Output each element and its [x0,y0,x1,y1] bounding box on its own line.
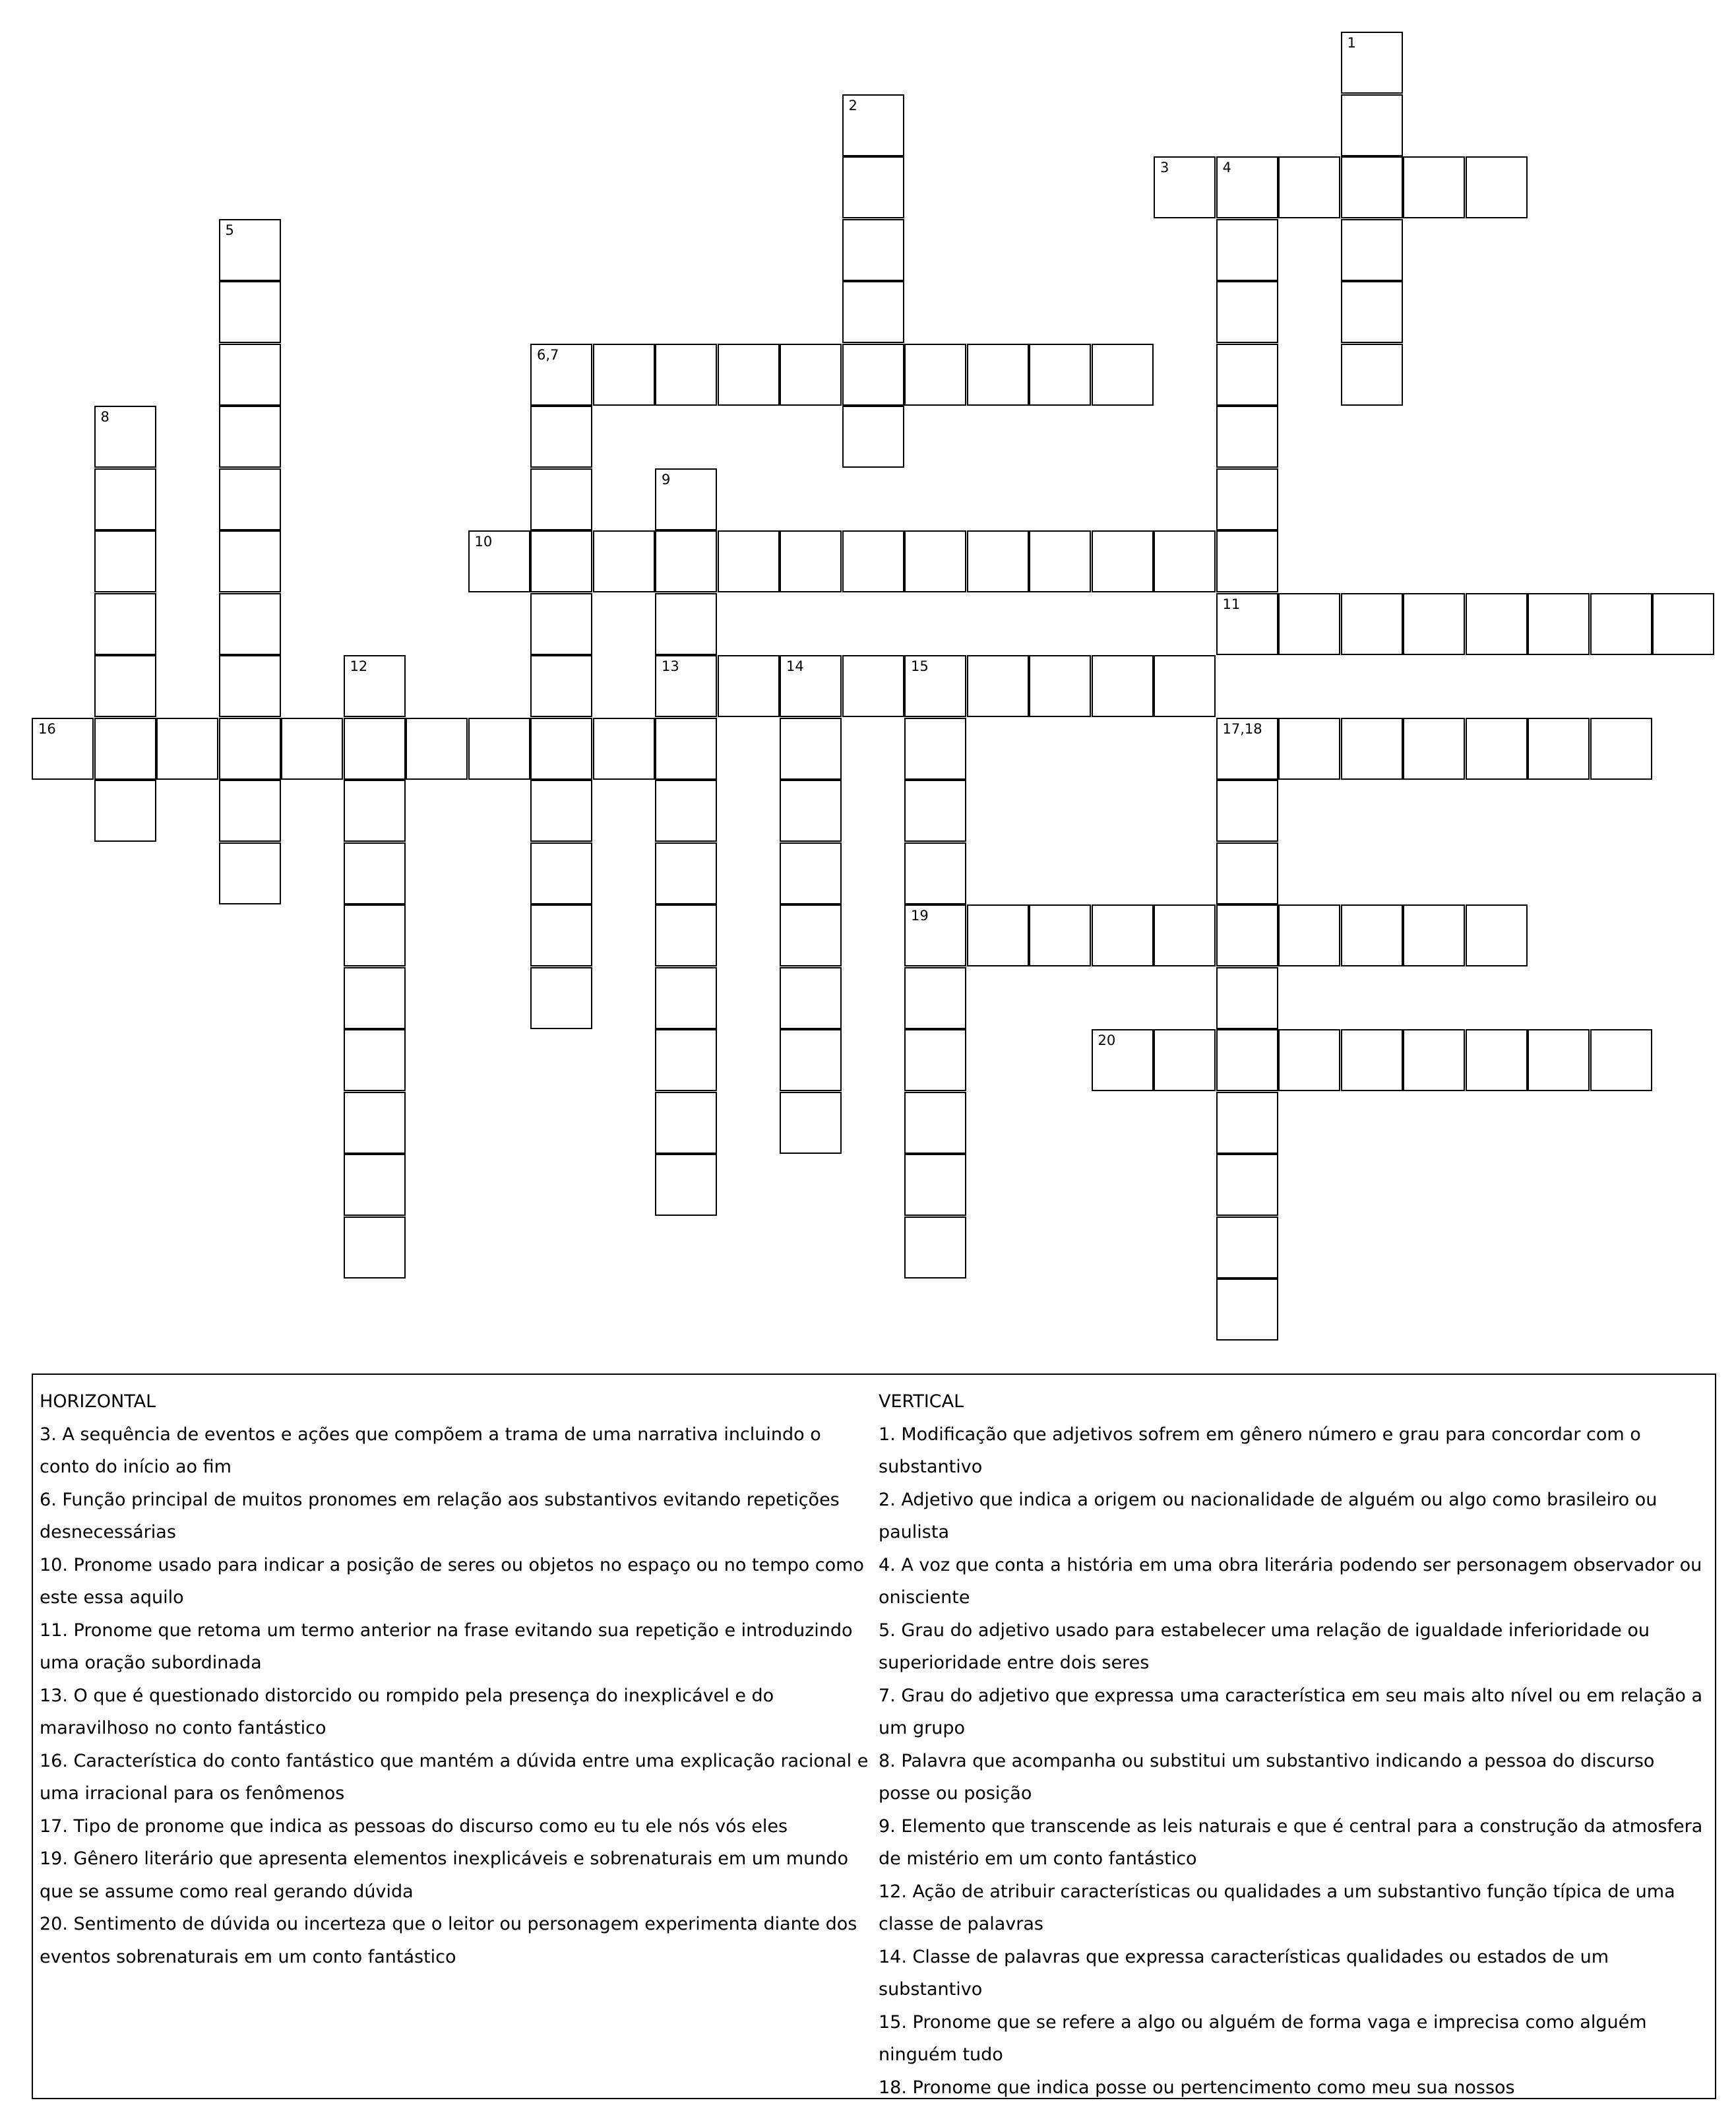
grid-cell[interactable] [842,156,904,218]
grid-cell[interactable] [530,593,592,655]
grid-cell[interactable] [344,1092,406,1154]
grid-cell[interactable] [219,281,281,343]
grid-cell[interactable] [593,718,655,780]
grid-cell[interactable] [344,967,406,1029]
clue-number: 15 [911,658,929,674]
grid-cell[interactable] [780,904,842,966]
grid-cell[interactable] [904,780,966,842]
grid-cell[interactable] [780,967,842,1029]
grid-cell[interactable] [1216,1092,1278,1154]
grid-cell[interactable] [842,530,904,592]
grid-cell[interactable] [904,1029,966,1091]
grid-cell[interactable] [1216,1154,1278,1216]
grid-cell[interactable] [530,344,592,406]
grid-cell[interactable] [1341,344,1403,406]
clue-h-13: 13. O que é questionado distorcido ou rompido pela presença do inexplicável e do maravilhoso no conto fantástico [40,1685,774,1738]
grid-cell[interactable] [1029,530,1091,592]
grid-cell[interactable] [655,344,717,406]
grid-cell[interactable] [1466,593,1528,655]
clue-v-18: 18. Pronome que indica posse ou pertencimento como meu sua nossos [879,2077,1515,2098]
grid-cell[interactable] [655,1092,717,1154]
clue-v-4: 4. A voz que conta a história em uma obra literária podendo ser personagem observador ou onisciente [879,1554,1702,1608]
clue-number: 13 [662,658,679,674]
grid-cell[interactable] [904,1154,966,1216]
clue-number: 3 [1160,160,1169,175]
grid-cell[interactable] [1029,344,1091,406]
grid-cell[interactable] [1528,1029,1590,1091]
grid-cell[interactable] [1466,1029,1528,1091]
grid-cell[interactable] [468,718,530,780]
vertical-heading: VERTICAL [879,1391,964,1412]
grid-cell[interactable] [1216,1029,1278,1091]
grid-cell[interactable] [904,1092,966,1154]
grid-cell[interactable] [1092,530,1154,592]
grid-cell[interactable] [1590,718,1652,780]
clue-h-19: 19. Gênero literário que apresenta elementos inexplicáveis e sobrenaturais em um mundo que se assume como real gerando dúvida [40,1848,849,1902]
grid-cell[interactable] [1652,593,1714,655]
grid-cell[interactable] [1216,718,1278,780]
grid-cell[interactable] [94,406,156,468]
grid-cell[interactable] [1341,718,1403,780]
grid-cell[interactable] [1466,156,1528,218]
grid-cell[interactable] [406,718,468,780]
grid-cell[interactable] [718,344,780,406]
grid-cell[interactable] [344,904,406,966]
grid-cell[interactable] [780,1092,842,1154]
grid-cell[interactable] [344,1216,406,1279]
clue-number: 17,18 [1222,720,1262,737]
clue-number: 4 [1222,160,1231,175]
grid-cell[interactable] [1528,718,1590,780]
grid-cell[interactable] [1216,904,1278,966]
grid-cell[interactable] [344,718,406,780]
clue-v-2: 2. Adjetivo que indica a origem ou nacionalidade de alguém ou algo como brasileiro ou paulista [879,1489,1658,1542]
grid-cell[interactable] [655,967,717,1029]
clue-number: 14 [786,658,804,674]
grid-cell[interactable] [1341,219,1403,281]
grid-cell[interactable] [1341,281,1403,343]
grid-cell[interactable] [1403,156,1465,218]
grid-cell[interactable] [219,344,281,406]
clue-v-9: 9. Elemento que transcende as leis naturais e que é central para a construção da atmosfera de mistério em um conto fantástico [879,1816,1703,1869]
grid-cell[interactable] [219,530,281,592]
grid-cell[interactable] [593,530,655,592]
grid-cell[interactable] [718,655,780,717]
clue-number: 6,7 [537,346,559,363]
grid-cell[interactable] [344,1154,406,1216]
clue-v-5: 5. Grau do adjetivo usado para estabelecer uma relação de igualdade inferioridade ou superioridade entre dois seres [879,1620,1650,1673]
grid-cell[interactable] [1216,1216,1278,1279]
grid-cell[interactable] [1216,1279,1278,1341]
horizontal-heading: HORIZONTAL [40,1391,156,1412]
grid-cell[interactable] [219,593,281,655]
grid-cell[interactable] [593,344,655,406]
grid-cell[interactable] [967,904,1029,966]
grid-cell[interactable] [1154,904,1216,966]
grid-cell[interactable] [1466,718,1528,780]
grid-cell[interactable] [219,219,281,281]
grid-cell[interactable] [530,718,592,780]
horizontal-clues [40,1385,871,1973]
grid-cell[interactable] [1216,406,1278,468]
clue-number: 10 [474,534,493,550]
grid-cell[interactable] [655,1029,717,1091]
grid-cell[interactable] [468,530,530,592]
grid-cell[interactable] [219,406,281,468]
clue-v-8: 8. Palavra que acompanha ou substitui um substantivo indicando a pessoa do discurso posse ou posição [879,1750,1655,1804]
grid-cell[interactable] [1216,344,1278,406]
grid-cell[interactable] [780,718,842,780]
grid-cell[interactable] [219,468,281,530]
grid-cell[interactable] [1403,718,1465,780]
grid-cell[interactable] [1403,1029,1465,1091]
grid-cell[interactable] [281,718,343,780]
grid-cell[interactable] [842,406,904,468]
grid-cell[interactable] [1029,655,1091,717]
clue-h-3: 3. A sequência de eventos e ações que compõem a trama de uma narrativa incluindo o conto do início ao fim [40,1424,821,1477]
grid-cell[interactable] [655,593,717,655]
clue-v-15: 15. Pronome que se refere a algo ou alguém de forma vaga e imprecisa como alguém ninguém tudo [879,2011,1647,2065]
grid-cell[interactable] [530,655,592,717]
clue-number: 11 [1222,596,1241,612]
clue-number: 9 [662,471,671,488]
clue-h-16: 16. Característica do conto fantástico que mantém a dúvida entre uma explicação racional e uma irracional para os fenômenos [40,1750,869,1804]
clue-number: 1 [1347,35,1356,51]
grid-cell[interactable] [1590,1029,1652,1091]
grid-cell[interactable] [530,967,592,1029]
grid-cell[interactable] [1216,156,1278,218]
clue-h-20: 20. Sentimento de dúvida ou incerteza que o leitor ou personagem experimenta diante dos eventos sobrenaturais em um conto fantástico [40,1914,857,1967]
grid-cell[interactable] [1092,1029,1154,1091]
clue-h-11: 11. Pronome que retoma um termo anterior na frase evitando sua repetição e introduzindo uma oração subordinada [40,1620,853,1673]
grid-cell[interactable] [1341,94,1403,156]
grid-cell[interactable] [904,344,966,406]
grid-cell[interactable] [530,530,592,592]
grid-cell[interactable] [1216,593,1278,655]
grid-cell[interactable] [967,344,1029,406]
grid-cell[interactable] [904,904,966,966]
grid-cell[interactable] [1278,1029,1340,1091]
grid-cell[interactable] [655,530,717,592]
grid-cell[interactable] [94,530,156,592]
grid-cell[interactable] [530,780,592,842]
grid-cell[interactable] [655,468,717,530]
grid-cell[interactable] [1278,904,1340,966]
grid-cell[interactable] [904,718,966,780]
grid-cell[interactable] [1216,530,1278,592]
grid-cell[interactable] [1341,32,1403,94]
clue-number: 5 [225,222,234,238]
grid-cell[interactable] [904,530,966,592]
grid-cell[interactable] [1341,593,1403,655]
clue-h-6: 6. Função principal de muitos pronomes em relação aos substantivos evitando repetições desnecessárias [40,1489,840,1542]
clue-v-1: 1. Modificação que adjetivos sofrem em gênero número e grau para concordar com o substantivo [879,1424,1641,1477]
grid-cell[interactable] [530,904,592,966]
grid-cell[interactable] [842,281,904,343]
clue-h-10: 10. Pronome usado para indicar a posição de seres ou objetos no espaço ou no tempo como este essa aquilo [40,1554,864,1608]
grid-cell[interactable] [94,593,156,655]
grid-cell[interactable] [842,219,904,281]
grid-cell[interactable] [780,1029,842,1091]
clue-number: 20 [1098,1032,1116,1048]
grid-cell[interactable] [1341,156,1403,218]
grid-cell[interactable] [94,718,156,780]
grid-cell[interactable] [94,468,156,530]
clue-number: 19 [911,908,929,924]
clues-box [32,1374,1716,2099]
grid-cell[interactable] [344,780,406,842]
grid-cell[interactable] [1092,904,1154,966]
grid-cell[interactable] [1278,593,1340,655]
grid-cell[interactable] [904,842,966,904]
grid-cell[interactable] [219,655,281,717]
grid-cell[interactable] [530,842,592,904]
grid-cell[interactable] [1216,468,1278,530]
grid-cell[interactable] [219,780,281,842]
grid-cell[interactable] [655,1154,717,1216]
clue-number: 2 [848,97,857,113]
grid-cell[interactable] [780,655,842,717]
grid-cell[interactable] [219,842,281,904]
grid-cell[interactable] [1341,904,1403,966]
clue-number: 16 [38,720,56,737]
grid-cell[interactable] [94,655,156,717]
grid-cell[interactable] [655,718,717,780]
grid-cell[interactable] [1154,156,1216,218]
grid-cell[interactable] [530,468,592,530]
grid-cell[interactable] [655,655,717,717]
grid-cell[interactable] [1216,219,1278,281]
grid-cell[interactable] [967,530,1029,592]
clue-number: 8 [100,409,109,425]
grid-cell[interactable] [1403,593,1465,655]
grid-cell[interactable] [904,655,966,717]
grid-cell[interactable] [156,718,218,780]
grid-cell[interactable] [1278,718,1340,780]
grid-cell[interactable] [842,94,904,156]
grid-cell[interactable] [1216,842,1278,904]
grid-cell[interactable] [1092,344,1154,406]
grid-cell[interactable] [94,780,156,842]
grid-cell[interactable] [1341,1029,1403,1091]
grid-cell[interactable] [718,530,780,592]
grid-cell[interactable] [344,842,406,904]
grid-cell[interactable] [530,406,592,468]
grid-cell[interactable] [967,655,1029,717]
grid-cell[interactable] [780,842,842,904]
grid-cell[interactable] [1092,655,1154,717]
grid-cell[interactable] [655,904,717,966]
grid-cell[interactable] [1216,967,1278,1029]
grid-cell[interactable] [1154,655,1216,717]
grid-cell[interactable] [842,655,904,717]
grid-cell[interactable] [655,842,717,904]
grid-cell[interactable] [344,655,406,717]
grid-cell[interactable] [1278,156,1340,218]
grid-cell[interactable] [842,344,904,406]
clue-v-7: 7. Grau do adjetivo que expressa uma característica em seu mais alto nível ou em relação a um grupo [879,1685,1703,1738]
grid-cell[interactable] [219,718,281,780]
clue-h-17: 17. Tipo de pronome que indica as pessoas do discurso como eu tu ele nós vós eles [40,1816,788,1837]
grid-cell[interactable] [1528,593,1590,655]
vertical-clues [879,1385,1711,2104]
grid-cell[interactable] [780,780,842,842]
grid-cell[interactable] [1466,904,1528,966]
grid-cell[interactable] [1029,904,1091,966]
grid-cell[interactable] [1403,904,1465,966]
grid-cell[interactable] [344,1029,406,1091]
grid-cell[interactable] [655,780,717,842]
grid-cell[interactable] [1154,530,1216,592]
grid-cell[interactable] [32,718,94,780]
grid-cell[interactable] [904,967,966,1029]
clue-number: 12 [350,658,368,674]
grid-cell[interactable] [780,530,842,592]
clue-v-14: 14. Classe de palavras que expressa características qualidades ou estados de um substantivo [879,1946,1609,2000]
grid-cell[interactable] [904,1216,966,1279]
grid-cell[interactable] [1216,281,1278,343]
grid-cell[interactable] [1154,1029,1216,1091]
grid-cell[interactable] [1216,780,1278,842]
grid-cell[interactable] [780,344,842,406]
clue-v-12: 12. Ação de atribuir características ou qualidades a um substantivo função típica de uma classe de palavras [879,1881,1675,1934]
grid-cell[interactable] [1590,593,1652,655]
